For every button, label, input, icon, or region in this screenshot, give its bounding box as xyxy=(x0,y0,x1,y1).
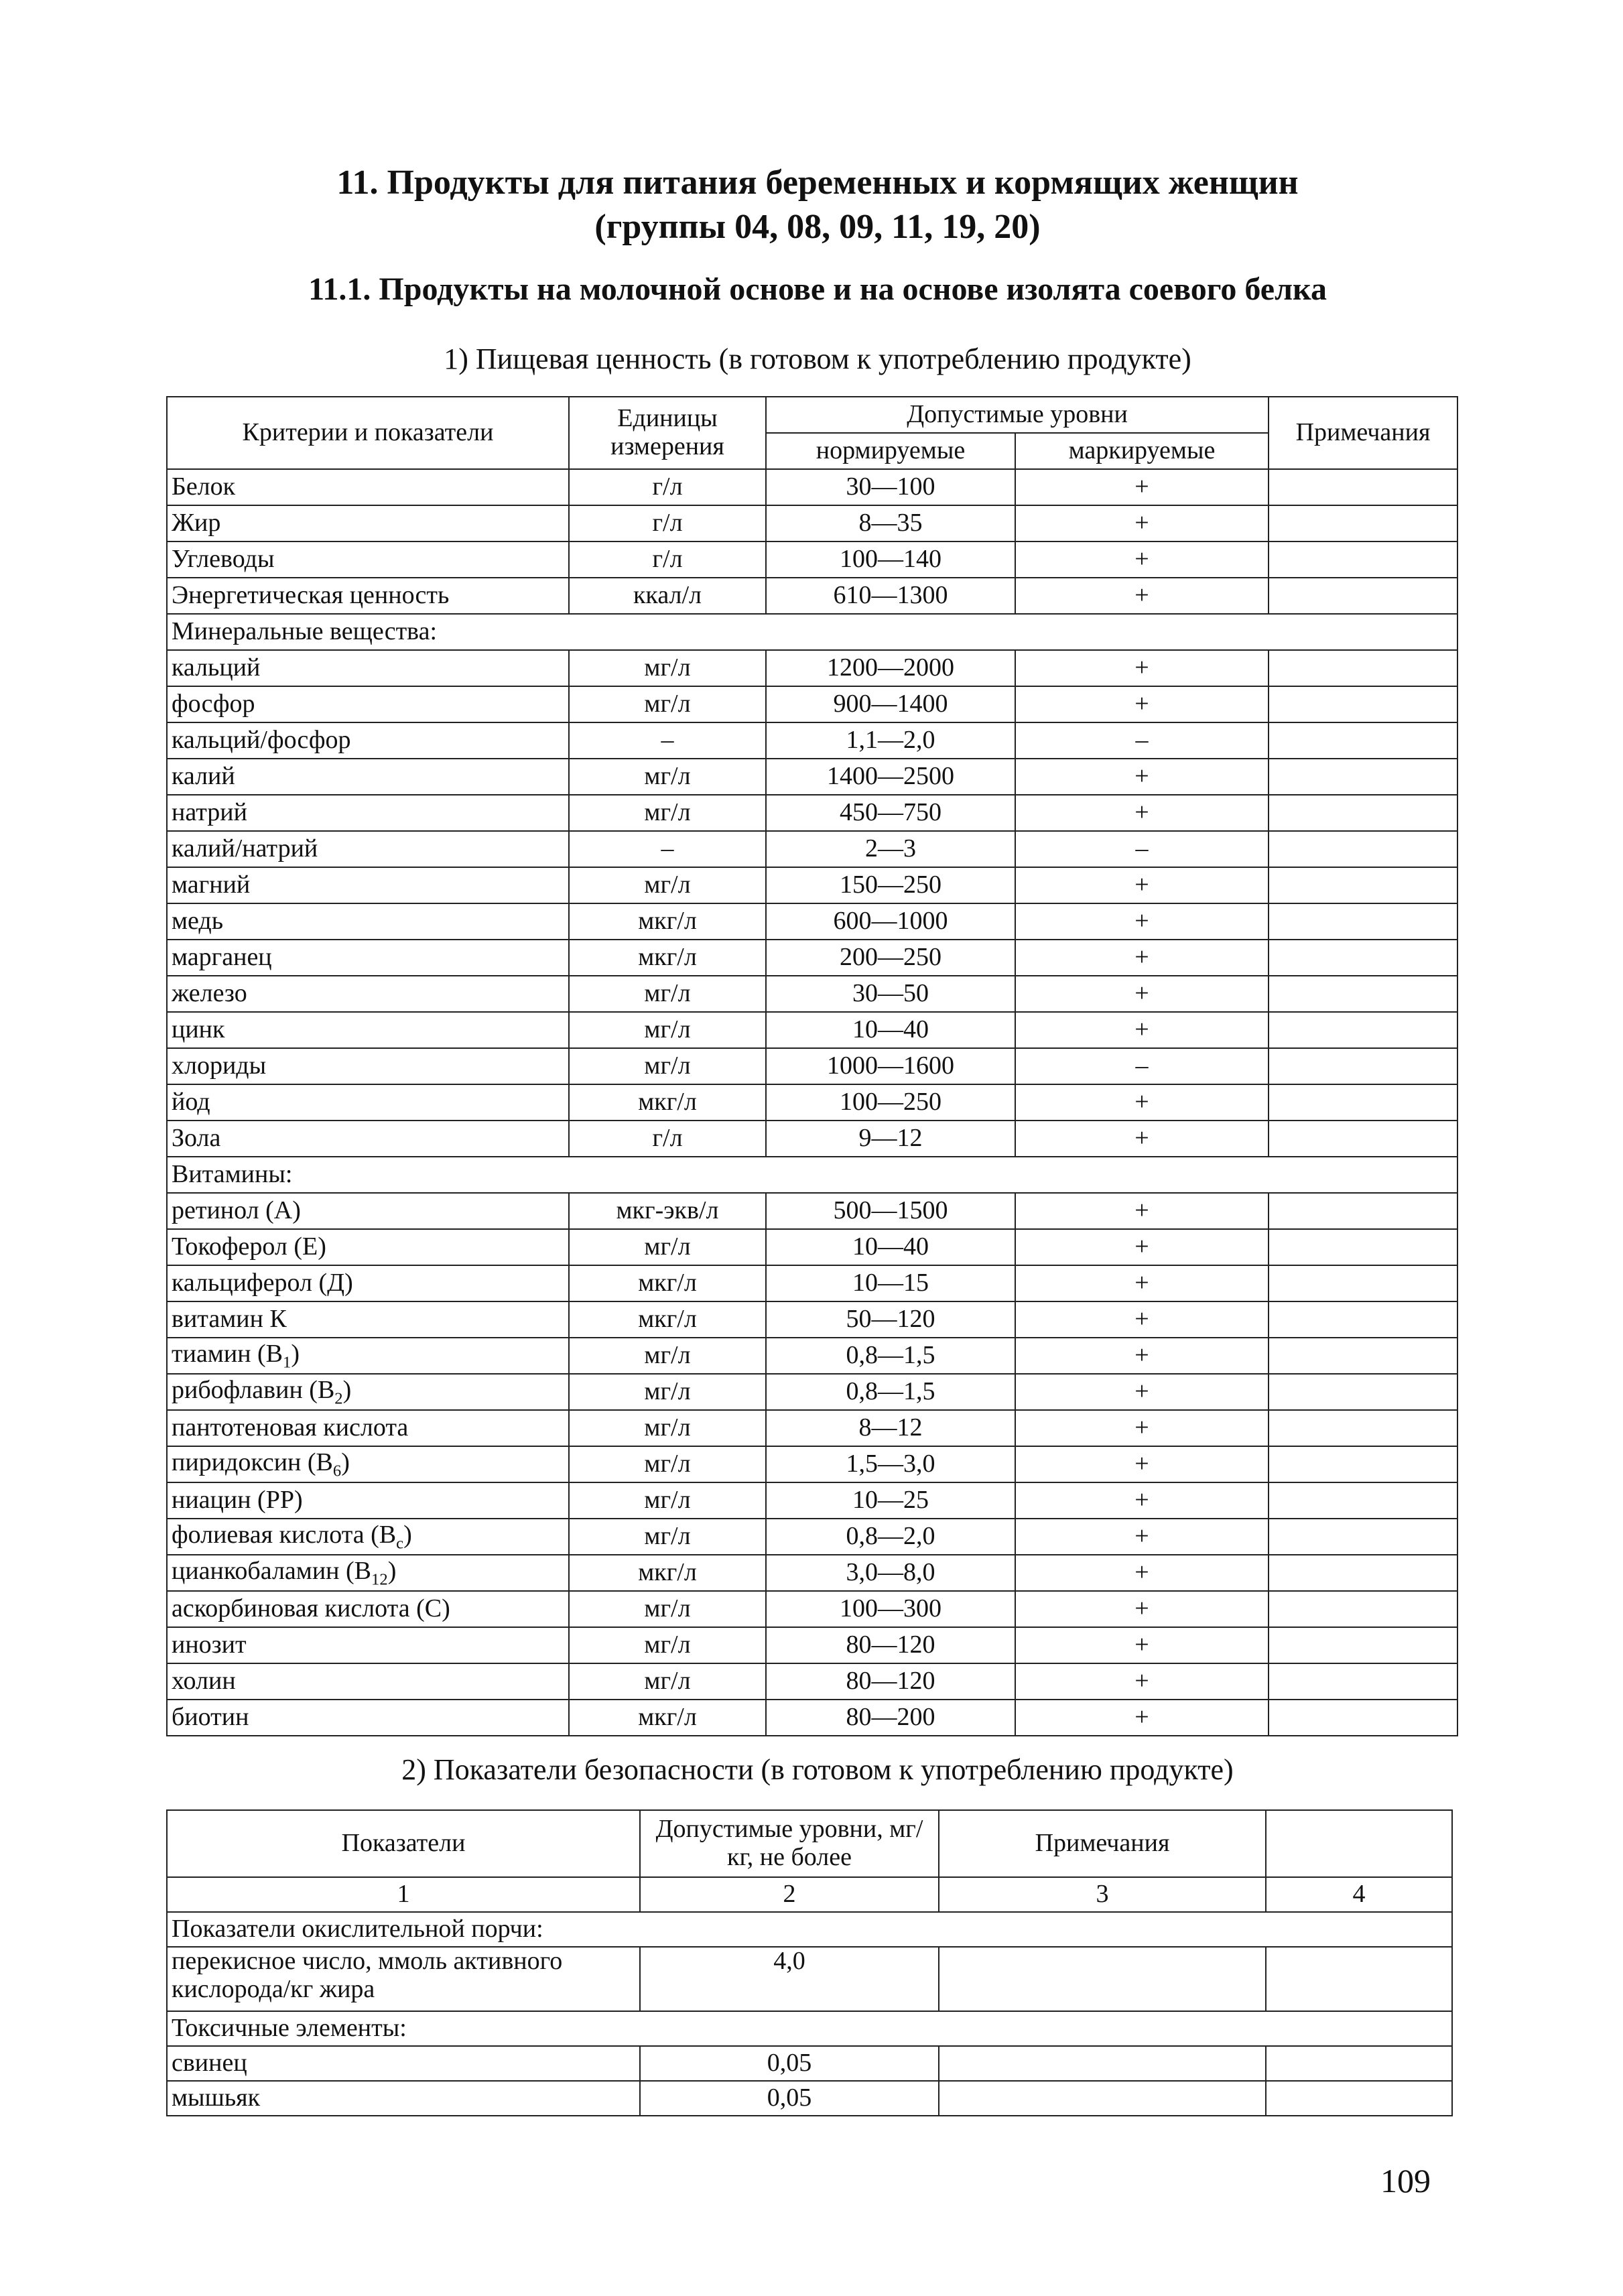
table-section-row xyxy=(167,2011,1452,2046)
marked-value: + xyxy=(1015,867,1269,903)
normed-value: 200—250 xyxy=(766,940,1015,976)
section-label: Показатели окислительной порчи: xyxy=(167,1912,1452,1947)
criterion-name: йод xyxy=(167,1084,569,1121)
nutrition-table xyxy=(166,396,1458,1736)
marked-value: + xyxy=(1015,1338,1269,1374)
criterion-name: рибофлавин $(B_2)$ xyxy=(167,1374,569,1410)
unit-cell: мг/л xyxy=(569,1591,766,1627)
marked-value: + xyxy=(1015,1265,1269,1301)
marked-value: + xyxy=(1015,469,1269,505)
notes-cell xyxy=(1269,1338,1457,1374)
extra-cell xyxy=(1266,2081,1452,2116)
notes-cell xyxy=(1269,1519,1457,1555)
table-section-row xyxy=(167,1912,1452,1947)
criterion-name: марганец xyxy=(167,940,569,976)
table1-caption: 1) Пищевая ценность (в готовом к употреблению продукте) xyxy=(444,342,1191,375)
notes-cell xyxy=(1269,1048,1457,1084)
normed-value: 80—200 xyxy=(766,1700,1015,1736)
marked-value: + xyxy=(1015,1446,1269,1482)
unit-cell: мг/л xyxy=(569,686,766,722)
limit-value: 0,05 xyxy=(640,2046,939,2081)
safety-table xyxy=(166,1809,1453,2116)
title-line-2: (группы 04, 08, 09, 11, 19, 20) xyxy=(594,208,1041,246)
section-label: Токсичные элементы: xyxy=(167,2011,1452,2046)
normed-value: 30—100 xyxy=(766,469,1015,505)
marked-value: – xyxy=(1015,1048,1269,1084)
criterion-name: витамин К xyxy=(167,1301,569,1338)
table-row xyxy=(167,1555,1457,1591)
criterion-name: кальций xyxy=(167,650,569,686)
notes-cell xyxy=(1269,903,1457,940)
column-number: 2 xyxy=(640,1877,939,1912)
header-levels: Допустимые уровни xyxy=(766,397,1269,433)
marked-value: + xyxy=(1015,1519,1269,1555)
notes-cell xyxy=(1269,795,1457,831)
criterion-name: тиамин $(B_1)$ xyxy=(167,1338,569,1374)
notes-cell xyxy=(1269,1555,1457,1591)
limit-value: 4,0 xyxy=(640,1947,939,2011)
normed-value: 9—12 xyxy=(766,1121,1015,1157)
column-number: 3 xyxy=(939,1877,1266,1912)
marked-value: + xyxy=(1015,1410,1269,1446)
notes-cell xyxy=(939,1947,1266,2011)
notes-cell xyxy=(1269,1446,1457,1482)
header-units: Единицы измерения xyxy=(569,397,766,469)
table-row xyxy=(167,903,1457,940)
section-title: 11.1. Продукты на молочной основе и на основе изолята соевого белка xyxy=(308,271,1327,307)
page-number: 109 xyxy=(1380,2162,1431,2199)
notes-cell xyxy=(1269,1084,1457,1121)
criterion-name: медь xyxy=(167,903,569,940)
normed-value: 2—3 xyxy=(766,831,1015,867)
table-row xyxy=(167,1410,1457,1446)
criterion-name: хлориды xyxy=(167,1048,569,1084)
table-row xyxy=(167,1229,1457,1265)
indicator-name: свинец xyxy=(167,2046,640,2081)
table-row xyxy=(167,940,1457,976)
marked-value: + xyxy=(1015,1700,1269,1736)
notes-cell xyxy=(1269,1700,1457,1736)
notes-cell xyxy=(1269,940,1457,976)
normed-value: 900—1400 xyxy=(766,686,1015,722)
table-row xyxy=(167,1663,1457,1700)
marked-value: + xyxy=(1015,795,1269,831)
unit-cell: мкг/л xyxy=(569,1084,766,1121)
marked-value: + xyxy=(1015,686,1269,722)
normed-value: 1200—2000 xyxy=(766,650,1015,686)
table-row xyxy=(167,867,1457,903)
unit-cell: мг/л xyxy=(569,795,766,831)
notes-cell xyxy=(1269,759,1457,795)
normed-value: 600—1000 xyxy=(766,903,1015,940)
normed-value: 10—15 xyxy=(766,1265,1015,1301)
normed-value: 100—300 xyxy=(766,1591,1015,1627)
unit-cell: мг/л xyxy=(569,1482,766,1519)
criterion-name: пиридоксин $(B_6)$ xyxy=(167,1446,569,1482)
criterion-name: ниацин (РР) xyxy=(167,1482,569,1519)
criterion-name: холин xyxy=(167,1663,569,1700)
unit-cell: мкг/л xyxy=(569,1700,766,1736)
criterion-name: ретинол (А) xyxy=(167,1193,569,1229)
table-row xyxy=(167,759,1457,795)
notes-cell xyxy=(939,2081,1266,2116)
normed-value: 8—35 xyxy=(766,505,1015,541)
unit-cell: мг/л xyxy=(569,1012,766,1048)
header-col4 xyxy=(1266,1810,1452,1877)
header-indicators: Показатели xyxy=(167,1810,640,1877)
table-row xyxy=(167,1591,1457,1627)
unit-cell: мг/л xyxy=(569,1627,766,1663)
unit-cell: мг/л xyxy=(569,1229,766,1265)
criterion-name: пантотеновая кислота xyxy=(167,1410,569,1446)
unit-cell: мкг/л xyxy=(569,940,766,976)
criterion-name: биотин xyxy=(167,1700,569,1736)
table-row xyxy=(167,1338,1457,1374)
marked-value: + xyxy=(1015,650,1269,686)
section-label: Витамины: xyxy=(167,1157,1457,1193)
normed-value: 80—120 xyxy=(766,1663,1015,1700)
marked-value: + xyxy=(1015,1555,1269,1591)
notes-cell xyxy=(939,2046,1266,2081)
unit-cell: мг/л xyxy=(569,1338,766,1374)
table-section-row xyxy=(167,614,1457,650)
notes-cell xyxy=(1269,1663,1457,1700)
notes-cell xyxy=(1269,541,1457,578)
table-row xyxy=(167,1947,1452,2011)
normed-value: 80—120 xyxy=(766,1627,1015,1663)
table-row xyxy=(167,795,1457,831)
normed-value: 1,5—3,0 xyxy=(766,1446,1015,1482)
marked-value: + xyxy=(1015,1012,1269,1048)
marked-value: + xyxy=(1015,1121,1269,1157)
table-row xyxy=(167,505,1457,541)
marked-value: + xyxy=(1015,940,1269,976)
unit-cell: г/л xyxy=(569,469,766,505)
normed-value: 0,8—2,0 xyxy=(766,1519,1015,1555)
normed-value: 1,1—2,0 xyxy=(766,722,1015,759)
table-row xyxy=(167,1374,1457,1410)
table-row xyxy=(167,1519,1457,1555)
marked-value: + xyxy=(1015,578,1269,614)
normed-value: 50—120 xyxy=(766,1301,1015,1338)
notes-cell xyxy=(1269,1627,1457,1663)
normed-value: 450—750 xyxy=(766,795,1015,831)
criterion-name: железо xyxy=(167,976,569,1012)
unit-cell: мг/л xyxy=(569,1048,766,1084)
normed-value: 100—140 xyxy=(766,541,1015,578)
extra-cell xyxy=(1266,2046,1452,2081)
criterion-name: цинк xyxy=(167,1012,569,1048)
unit-cell: мкг/л xyxy=(569,1555,766,1591)
unit-cell: мг/л xyxy=(569,867,766,903)
header-levels-2: Допустимые уровни, мг/кг, не более xyxy=(640,1810,939,1877)
criterion-name: кальций/фосфор xyxy=(167,722,569,759)
table-row xyxy=(167,1012,1457,1048)
indicator-name: мышьяк xyxy=(167,2081,640,2116)
normed-value: 1000—1600 xyxy=(766,1048,1015,1084)
header-normed: нормируемые xyxy=(766,433,1015,469)
notes-cell xyxy=(1269,1229,1457,1265)
marked-value: + xyxy=(1015,1663,1269,1700)
table-row xyxy=(167,1265,1457,1301)
unit-cell: мг/л xyxy=(569,1519,766,1555)
normed-value: 10—40 xyxy=(766,1012,1015,1048)
marked-value: + xyxy=(1015,1193,1269,1229)
notes-cell xyxy=(1269,686,1457,722)
criterion-name: Энергетическая ценность xyxy=(167,578,569,614)
marked-value: + xyxy=(1015,903,1269,940)
column-number: 4 xyxy=(1266,1877,1452,1912)
criterion-name: цианкобаламин $(B_{12})$ xyxy=(167,1555,569,1591)
column-number: 1 xyxy=(167,1877,640,1912)
marked-value: + xyxy=(1015,541,1269,578)
notes-cell xyxy=(1269,976,1457,1012)
table-row xyxy=(167,1121,1457,1157)
notes-cell xyxy=(1269,831,1457,867)
marked-value: + xyxy=(1015,1301,1269,1338)
marked-value: + xyxy=(1015,1482,1269,1519)
normed-value: 100—250 xyxy=(766,1084,1015,1121)
notes-cell xyxy=(1269,1265,1457,1301)
table-row xyxy=(167,578,1457,614)
criterion-name: инозит xyxy=(167,1627,569,1663)
unit-cell: мг/л xyxy=(569,1410,766,1446)
criterion-name: калий/натрий xyxy=(167,831,569,867)
table-row xyxy=(167,1048,1457,1084)
table-row xyxy=(167,541,1457,578)
table-row xyxy=(167,722,1457,759)
normed-value: 10—40 xyxy=(766,1229,1015,1265)
criterion-name: калий xyxy=(167,759,569,795)
notes-cell xyxy=(1269,1591,1457,1627)
table-row xyxy=(167,1084,1457,1121)
unit-cell: мг/л xyxy=(569,1663,766,1700)
unit-cell: мг/л xyxy=(569,976,766,1012)
marked-value: + xyxy=(1015,1229,1269,1265)
marked-value: + xyxy=(1015,1591,1269,1627)
limit-value: 0,05 xyxy=(640,2081,939,2116)
table2-caption: 2) Показатели безопасности (в готовом к употреблению продукте) xyxy=(401,1753,1234,1786)
notes-cell xyxy=(1269,1301,1457,1338)
unit-cell: ккал/л xyxy=(569,578,766,614)
normed-value: 0,8—1,5 xyxy=(766,1338,1015,1374)
header-marked: маркируемые xyxy=(1015,433,1269,469)
criterion-name: фолиевая кислота $(B_c)$ xyxy=(167,1519,569,1555)
table-row xyxy=(167,469,1457,505)
table-row xyxy=(167,1700,1457,1736)
header-notes: Примечания xyxy=(1269,397,1457,469)
notes-cell xyxy=(1269,1482,1457,1519)
notes-cell xyxy=(1269,722,1457,759)
criterion-name: Белок xyxy=(167,469,569,505)
unit-cell: мг/л xyxy=(569,759,766,795)
table-row xyxy=(167,976,1457,1012)
unit-cell: мкг/л xyxy=(569,1301,766,1338)
normed-value: 150—250 xyxy=(766,867,1015,903)
table-row xyxy=(167,1446,1457,1482)
unit-cell: мг/л xyxy=(569,1446,766,1482)
criterion-name: Зола xyxy=(167,1121,569,1157)
table-section-row xyxy=(167,1157,1457,1193)
notes-cell xyxy=(1269,1374,1457,1410)
normed-value: 1400—2500 xyxy=(766,759,1015,795)
normed-value: 610—1300 xyxy=(766,578,1015,614)
unit-cell: мг/л xyxy=(569,1374,766,1410)
unit-cell: мкг/л xyxy=(569,1265,766,1301)
title-line-1: 11. Продукты для питания беременных и кормящих женщин xyxy=(336,164,1299,202)
table-row xyxy=(167,831,1457,867)
criterion-name: Углеводы xyxy=(167,541,569,578)
table-row xyxy=(167,1301,1457,1338)
normed-value: 500—1500 xyxy=(766,1193,1015,1229)
notes-cell xyxy=(1269,1121,1457,1157)
table-row xyxy=(167,1627,1457,1663)
criterion-name: Токоферол (Е) xyxy=(167,1229,569,1265)
header-notes-2: Примечания xyxy=(939,1810,1266,1877)
extra-cell xyxy=(1266,1947,1452,2011)
unit-cell: мкг/л xyxy=(569,903,766,940)
notes-cell xyxy=(1269,505,1457,541)
criterion-name: Жир xyxy=(167,505,569,541)
notes-cell xyxy=(1269,578,1457,614)
unit-cell: мкг-экв/л xyxy=(569,1193,766,1229)
table-row xyxy=(167,686,1457,722)
marked-value: – xyxy=(1015,722,1269,759)
notes-cell xyxy=(1269,1012,1457,1048)
notes-cell xyxy=(1269,650,1457,686)
normed-value: 8—12 xyxy=(766,1410,1015,1446)
marked-value: + xyxy=(1015,1374,1269,1410)
criterion-name: аскорбиновая кислота (С) xyxy=(167,1591,569,1627)
page-title xyxy=(201,161,1434,249)
criterion-name: кальциферол (Д) xyxy=(167,1265,569,1301)
marked-value: – xyxy=(1015,831,1269,867)
marked-value: + xyxy=(1015,1627,1269,1663)
table-row xyxy=(167,2081,1452,2116)
normed-value: 0,8—1,5 xyxy=(766,1374,1015,1410)
unit-cell: – xyxy=(569,722,766,759)
table-row xyxy=(167,1193,1457,1229)
indicator-name: перекисное число, ммоль активного кислорода/кг жира xyxy=(167,1947,640,2011)
unit-cell: г/л xyxy=(569,1121,766,1157)
marked-value: + xyxy=(1015,1084,1269,1121)
unit-cell: мг/л xyxy=(569,650,766,686)
criterion-name: натрий xyxy=(167,795,569,831)
unit-cell: г/л xyxy=(569,505,766,541)
notes-cell xyxy=(1269,1410,1457,1446)
notes-cell xyxy=(1269,1193,1457,1229)
normed-value: 3,0—8,0 xyxy=(766,1555,1015,1591)
unit-cell: г/л xyxy=(569,541,766,578)
table-row xyxy=(167,650,1457,686)
table-row xyxy=(167,2046,1452,2081)
unit-cell: – xyxy=(569,831,766,867)
notes-cell xyxy=(1269,469,1457,505)
normed-value: 30—50 xyxy=(766,976,1015,1012)
table-row xyxy=(167,1482,1457,1519)
criterion-name: магний xyxy=(167,867,569,903)
criterion-name: фосфор xyxy=(167,686,569,722)
header-criteria: Критерии и показатели xyxy=(167,397,569,469)
marked-value: + xyxy=(1015,759,1269,795)
section-label: Минеральные вещества: xyxy=(167,614,1457,650)
notes-cell xyxy=(1269,867,1457,903)
marked-value: + xyxy=(1015,505,1269,541)
marked-value: + xyxy=(1015,976,1269,1012)
normed-value: 10—25 xyxy=(766,1482,1015,1519)
